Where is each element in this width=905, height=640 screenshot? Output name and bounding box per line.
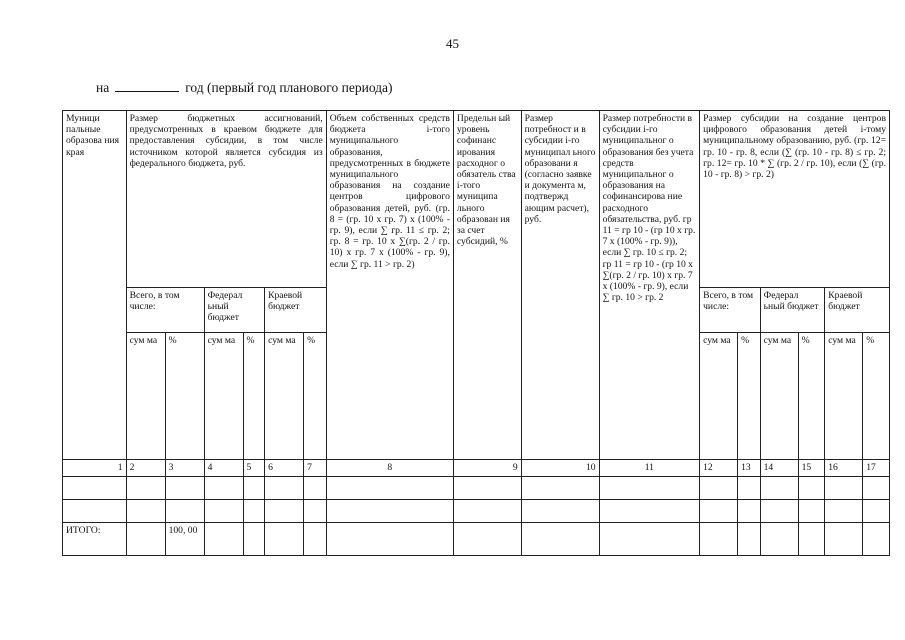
column-number: 6: [265, 460, 304, 477]
header-subsidy: Размер субсидии на создание центров цифрового образования детей i-тому муниципальному образованию, руб. (гр. 12= гр. 10 - гр. 8, если (∑ (гр. 10 - гр. 8) ≤ гр. 2; гр. 12= гр. 10 * ∑ (гр. 2 / гр. 10), если (∑ (гр. 10 - гр. 8) > гр. 2): [700, 111, 890, 288]
subheader-total-left: Всего, в том числе:: [126, 288, 204, 333]
header-need-total: Размер потребности в субсидии i-го муниципальног о образования без учета средств муниципальног о образования на софинансирова ние расходного обязательства, руб. гр 11 = гр 10 - (гр 10 х гр. 7 х (100% - гр. 9)), если ∑ гр. 10 ≤ гр. 2; гр 11 = гр 10 - (гр 10 х ∑(гр. 2 / гр. 10) х гр. 7 х (100% - гр. 9), если ∑ гр. 10 > гр. 2: [599, 111, 700, 460]
column-number: 3: [165, 460, 204, 477]
column-number: 15: [798, 460, 825, 477]
column-number: 4: [204, 460, 243, 477]
column-number: 5: [243, 460, 265, 477]
subheader-regional-left: Краевой бюджет: [265, 288, 327, 333]
header-municipality: Муници пальные образова ния края: [63, 111, 127, 460]
subheader-sum: сум ма: [825, 333, 863, 460]
heading-suffix: год (первый год планового периода): [185, 80, 393, 95]
heading-prefix: на: [96, 80, 110, 95]
page-number: 45: [446, 36, 459, 51]
subheader-pct: %: [304, 333, 327, 460]
column-number: 9: [453, 460, 521, 477]
header-cofinancing-level: Предельн ый уровень софинанс ирования расходног о обязатель ства i-того муниципа льного образован ия за счет субсидий, %: [453, 111, 521, 460]
column-number-row: [63, 460, 890, 477]
subsidy-table: [62, 110, 890, 556]
subheader-pct: %: [798, 333, 825, 460]
column-number: 17: [863, 460, 890, 477]
table-row: [63, 477, 890, 500]
subheader-pct: %: [863, 333, 890, 460]
subheader-regional-right: Краевой бюджет: [825, 288, 890, 333]
table-heading: [96, 79, 393, 96]
subheader-sum: сум ма: [760, 333, 798, 460]
subheader-pct: %: [165, 333, 204, 460]
column-number: 7: [304, 460, 327, 477]
subheader-federal-left: Федерал ьный бюджет: [204, 288, 265, 333]
header-budget-allocations: Размер бюджетных ассигнований, предусмотренных в краевом бюджете для предоставления субсидии, в том числе источником которой является субсидия из федерального бюджета, руб.: [126, 111, 326, 288]
subheader-sum: сум ма: [265, 333, 304, 460]
column-number: 10: [521, 460, 599, 477]
subheader-pct: %: [243, 333, 265, 460]
total-pct-value: 100, 00: [165, 523, 204, 556]
header-need: Размер потребност и в субсидии i-го муниципал ьного образовани я (согласно заявке и документа м, подтвержд ающим расчет), руб.: [521, 111, 599, 460]
column-number: 11: [599, 460, 700, 477]
year-blank-line: [115, 79, 179, 92]
subheader-sum: сум ма: [204, 333, 243, 460]
subheader-sum: сум ма: [700, 333, 738, 460]
total-label: ИТОГО:: [63, 523, 127, 556]
subheader-federal-right: Федерал ьный бюджет: [760, 288, 825, 333]
subheader-sum: сум ма: [126, 333, 165, 460]
total-row: [63, 523, 890, 556]
column-number: 12: [700, 460, 738, 477]
column-number: 2: [126, 460, 165, 477]
column-number: 13: [738, 460, 761, 477]
column-number: 16: [825, 460, 863, 477]
subheader-total-right: Всего, в том числе:: [700, 288, 761, 333]
header-own-funds: Объем собственных средств бюджета i-того муниципального образования, предусмотренных в бюджете муниципального образования на создание центров цифрового образования детей, руб. (гр. 8 = (гр. 10 х гр. 7) х (100% - гр. 9), если ∑ гр. 11 ≤ гр. 2; гр. 8 = гр. 10 х ∑(гр. 2 / гр. 10) х гр. 7 х (100% - гр. 9), если ∑ гр. 11 > гр. 2): [326, 111, 453, 460]
subheader-pct: %: [738, 333, 761, 460]
column-number: 14: [760, 460, 798, 477]
column-number: 1: [63, 460, 127, 477]
table-row: [63, 500, 890, 523]
column-number: 8: [326, 460, 453, 477]
